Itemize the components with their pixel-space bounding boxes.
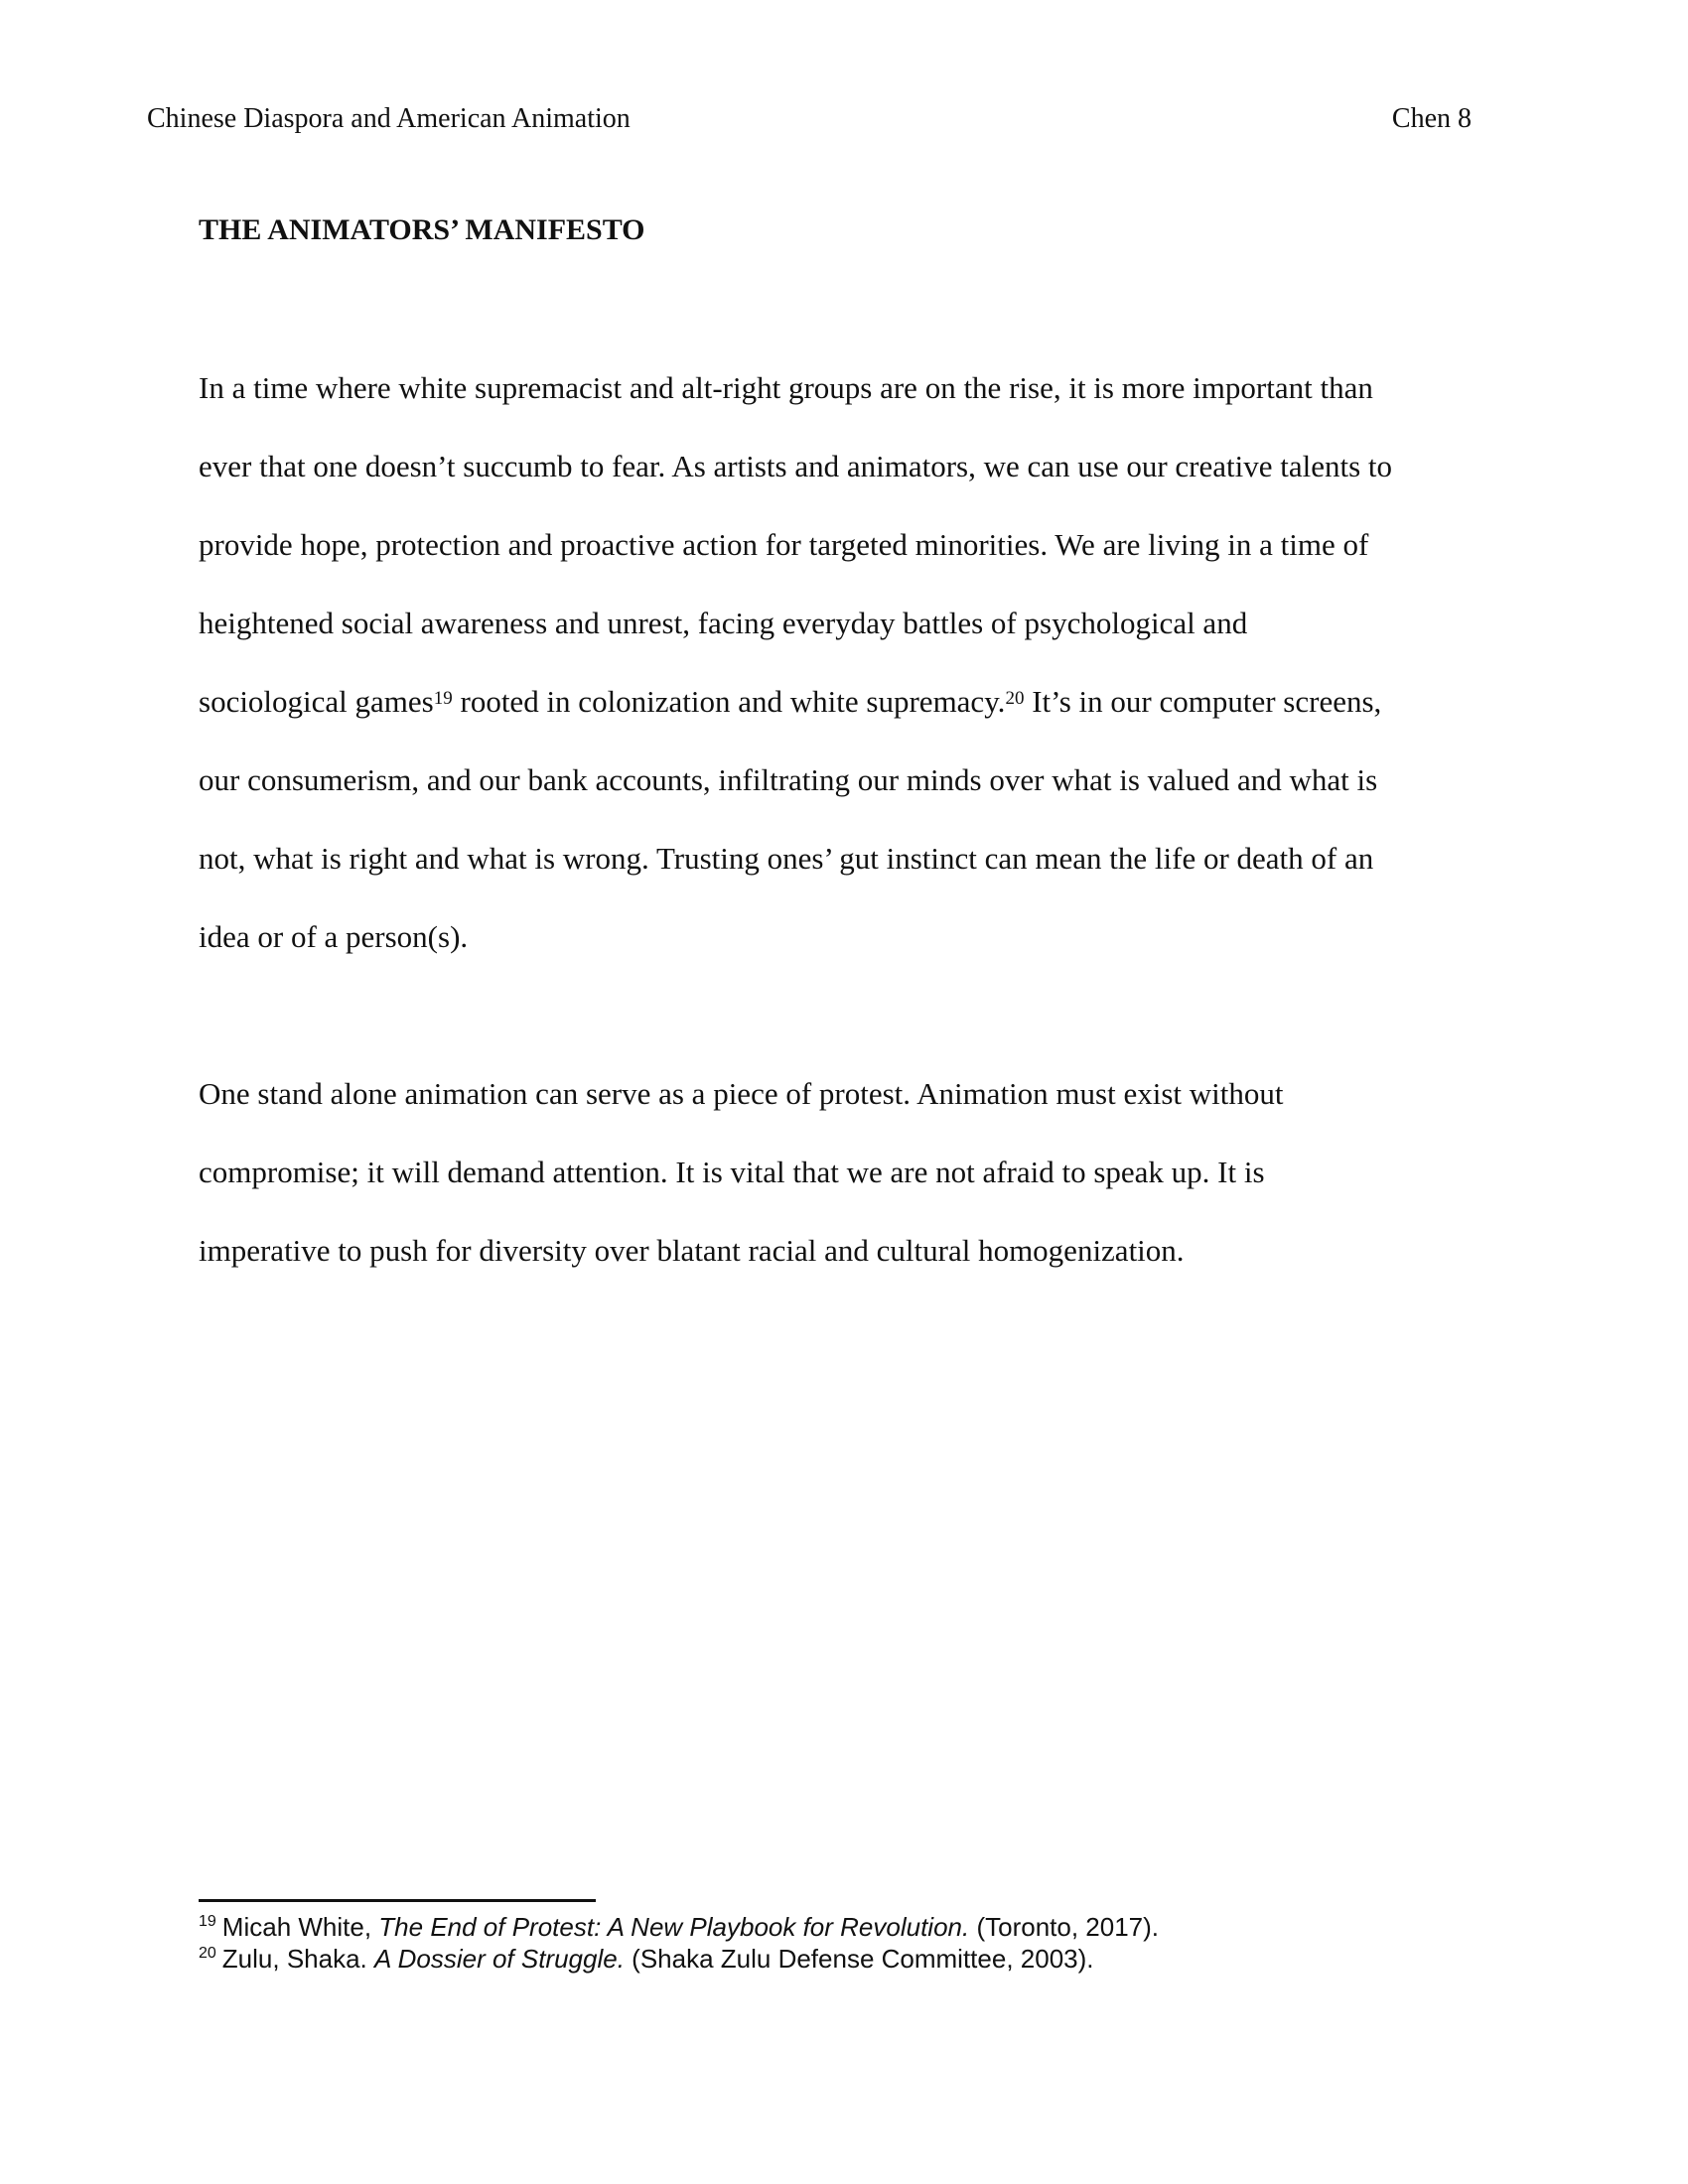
paragraph-line: ever that one doesn’t succumb to fear. As artists and animators, we can use our creative talents to (199, 449, 1393, 483)
header-title: Chinese Diaspora and American Animation (147, 103, 631, 134)
running-header (147, 99, 1472, 139)
footnote-text: (Shaka Zulu Defense Committee, 2003). (624, 1944, 1094, 1974)
paragraph-line: heightened social awareness and unrest, facing everyday battles of psychological and (199, 606, 1248, 640)
footnote-number: 19 (199, 1913, 216, 1931)
paragraph-line: not, what is right and what is wrong. Trusting ones’ gut instinct can mean the life or death of an (199, 841, 1374, 876)
paragraph-2 (199, 1054, 1489, 1290)
paragraph-line: imperative to push for diversity over blatant racial and cultural homogenization. (199, 1233, 1185, 1268)
paragraph-line: One stand alone animation can serve as a piece of protest. Animation must exist without (199, 1076, 1284, 1111)
paragraph-line: In a time where white supremacist and alt-right groups are on the rise, it is more important than (199, 370, 1373, 405)
footnote-text: (Toronto, 2017). (969, 1912, 1160, 1942)
footnote-separator (199, 1899, 596, 1902)
text-run: rooted in colonization and white supremacy. (452, 684, 1006, 719)
footnote-text: Zulu, Shaka. (221, 1944, 374, 1974)
footnote-title: A Dossier of Struggle. (374, 1944, 625, 1974)
section-heading: THE ANIMATORS’ MANIFESTO (199, 213, 645, 246)
paragraph-line: idea or of a person(s). (199, 919, 469, 954)
paragraph-line: our consumerism, and our bank accounts, infiltrating our minds over what is valued and what is (199, 762, 1378, 797)
paragraph-1 (199, 348, 1489, 976)
footnote-20 (199, 1943, 1489, 1975)
paragraph-line (199, 662, 1489, 741)
footnote-text: Micah White, (221, 1912, 379, 1942)
paragraph-line: compromise; it will demand attention. It is vital that we are not afraid to speak up. It is (199, 1155, 1265, 1189)
header-page-number: Chen 8 (1391, 103, 1472, 134)
footnote-ref-19[interactable]: 19 (433, 687, 453, 709)
footnote-19 (199, 1911, 1489, 1943)
footnote-number: 20 (199, 1945, 216, 1963)
text-run: It’s in our computer screens, (1024, 684, 1382, 719)
paragraph-line: provide hope, protection and proactive action for targeted minorities. We are living in a time of (199, 527, 1369, 562)
footnotes (199, 1911, 1489, 1975)
footnote-ref-20[interactable]: 20 (1005, 687, 1025, 709)
footnote-title: The End of Protest: A New Playbook for Revolution. (378, 1912, 970, 1942)
text-run: sociological games (199, 684, 434, 719)
